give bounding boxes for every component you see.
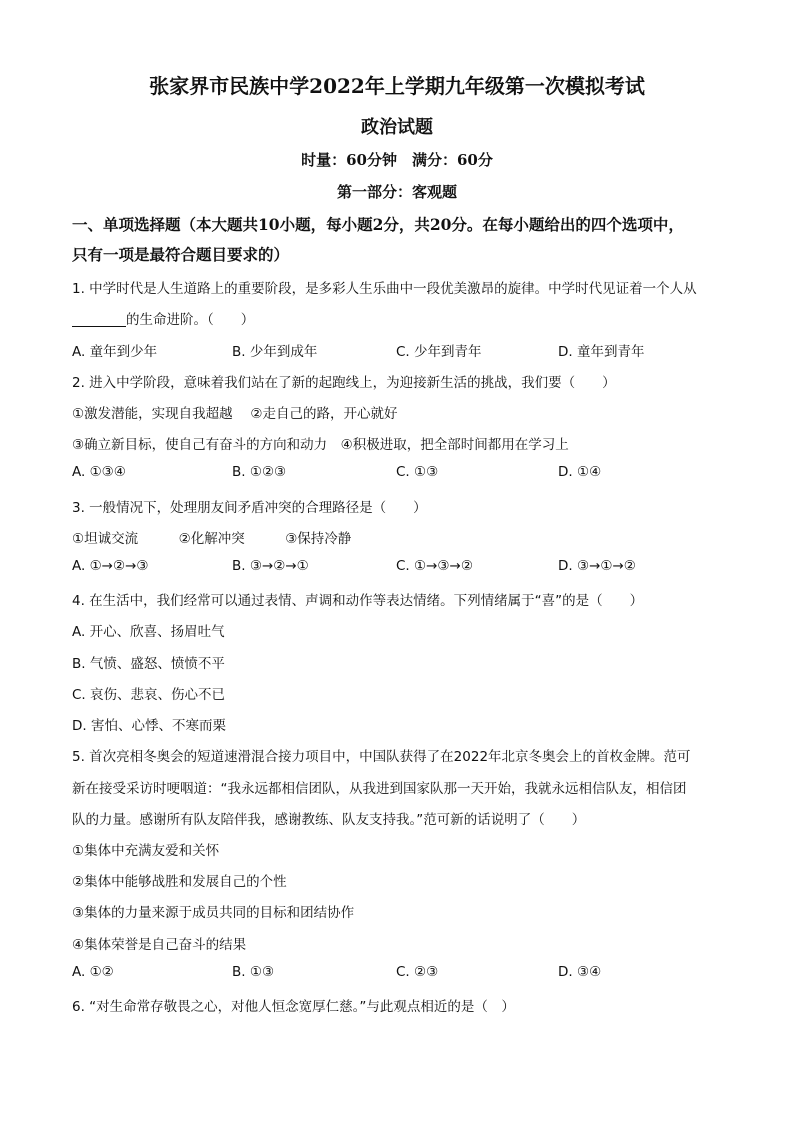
q5-stem-line2: 新在接受采访时哽咽道：“我永远都相信团队，从我进到国家队那一天开始，我就永远相信队友，相信团 <box>72 781 687 797</box>
q1-option-b: B. 少年到成年 <box>232 344 318 360</box>
exam-time-info: 时量：60分钟 满分：60分 <box>301 151 493 169</box>
q3-option-a: A. ①→②→③ <box>72 558 149 574</box>
q4-stem: 4. 在生活中，我们经常可以通过表情、声调和动作等表达情绪。下列情绪属于“喜”的是（ ） <box>72 593 644 609</box>
q1-stem-line2-wrap <box>72 308 254 328</box>
q3-option-c: C. ①→③→② <box>396 558 473 574</box>
q2-option-c: C. ①③ <box>396 464 439 480</box>
q5-option-a: A. ①② <box>72 964 114 980</box>
q4-option-b: B. 气愤、盛怒、愤愤不平 <box>72 656 225 672</box>
q5-item-1: ①集体中充满友爱和关怀 <box>72 843 220 859</box>
q2-option-a: A. ①③④ <box>72 464 126 480</box>
q3-option-d: D. ③→①→② <box>558 558 636 574</box>
q4-option-a: A. 开心、欣喜、扬眉吐气 <box>72 624 225 640</box>
q6-stem: 6. “对生命常存敬畏之心，对他人恒念宽厚仁慈。”与此观点相近的是（ ） <box>72 999 515 1015</box>
q1-stem-line2: 的生命进阶。（ ） <box>126 312 255 328</box>
exam-part-heading: 第一部分：客观题 <box>336 183 457 201</box>
exam-subject: 政治试题 <box>361 117 433 138</box>
exam-title: 张家界市民族中学2022年上学期九年级第一次模拟考试 <box>149 74 645 98</box>
section-heading-line2: 只有一项是最符合题目要求的） <box>72 245 290 264</box>
q1-option-c: C. 少年到青年 <box>396 344 482 360</box>
q4-option-d: D. 害怕、心悸、不寒而栗 <box>72 718 226 734</box>
q5-option-b: B. ①③ <box>232 964 275 980</box>
q3-stem: 3. 一般情况下，处理朋友间矛盾冲突的合理路径是（ ） <box>72 500 427 516</box>
q1-option-d: D. 童年到青年 <box>558 344 645 360</box>
q3-option-b: B. ③→②→① <box>232 558 309 574</box>
q2-items-line1: ①激发潜能，实现自我超越 ②走自己的路，开心就好 <box>72 406 398 422</box>
q1-answer-blank <box>72 312 126 327</box>
q1-option-a: A. 童年到少年 <box>72 344 158 360</box>
q5-option-c: C. ②③ <box>396 964 439 980</box>
q5-item-2: ②集体中能够战胜和发展自己的个性 <box>72 874 287 890</box>
section-heading-line1: 一、单项选择题（本大题共10小题，每小题2分，共20分。在每小题给出的四个选项中， <box>72 215 684 234</box>
q5-option-d: D. ③④ <box>558 964 602 980</box>
q3-items: ①坦诚交流 ②化解冲突 ③保持冷静 <box>72 531 352 547</box>
q2-stem: 2. 进入中学阶段，意味着我们站在了新的起跑线上，为迎接新生活的挑战，我们要（ ） <box>72 375 616 391</box>
q1-stem-line1: 1. 中学时代是人生道路上的重要阶段，是多彩人生乐曲中一段优美激昂的旋律。中学时代见证着一个人从 <box>72 281 697 297</box>
q4-option-c: C. 哀伤、悲哀、伤心不已 <box>72 687 226 703</box>
q2-items-line2: ③确立新目标，使自己有奋斗的方向和动力 ④积极进取，把全部时间都用在学习上 <box>72 437 569 453</box>
q2-option-d: D. ①④ <box>558 464 602 480</box>
q5-stem-line3: 队的力量。感谢所有队友陪伴我，感谢教练、队友支持我。”范可新的话说明了（ ） <box>72 812 586 828</box>
q2-option-b: B. ①②③ <box>232 464 287 480</box>
q5-item-3: ③集体的力量来源于成员共同的目标和团结协作 <box>72 905 355 921</box>
q5-item-4: ④集体荣誉是自己奋斗的结果 <box>72 937 247 953</box>
q5-stem-line1: 5. 首次亮相冬奥会的短道速滑混合接力项目中，中国队获得了在2022年北京冬奥会上的首枚金牌。范可 <box>72 749 691 765</box>
